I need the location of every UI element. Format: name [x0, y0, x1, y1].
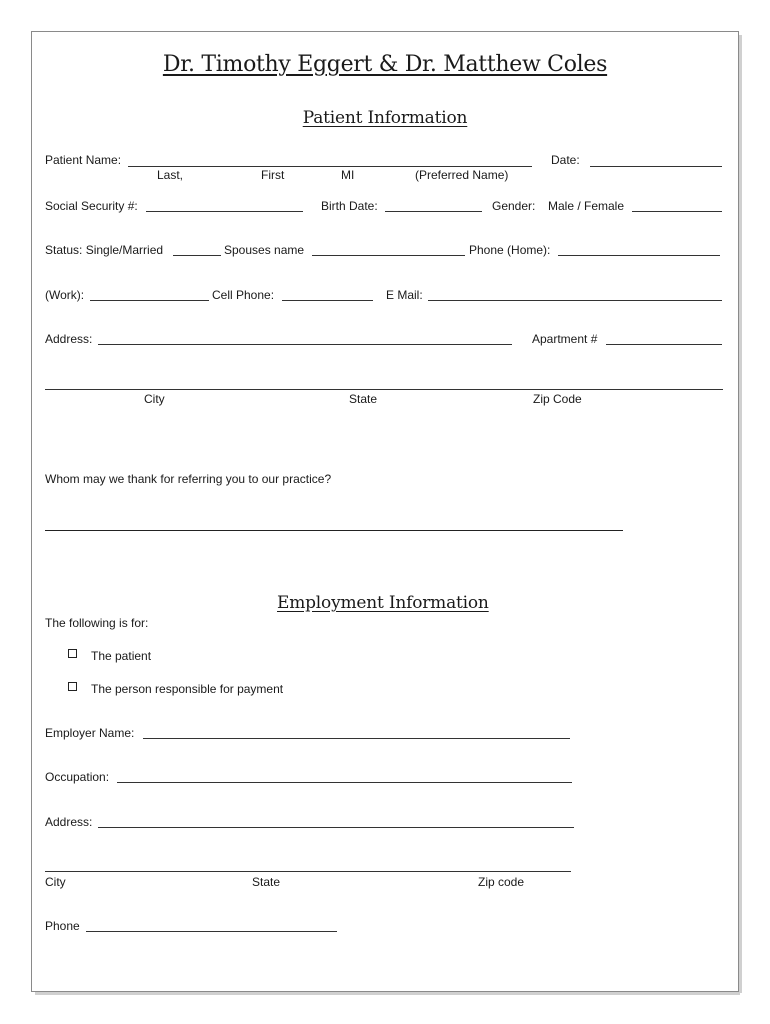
ssn-label: Social Security #:: [45, 199, 138, 213]
employment-section-heading: Employment Information: [277, 593, 489, 613]
birth-date-label: Birth Date:: [321, 199, 378, 213]
employer-name-line[interactable]: [143, 738, 570, 739]
date-label: Date:: [551, 153, 580, 167]
employment-phone-label: Phone: [45, 919, 80, 933]
email-line[interactable]: [428, 300, 722, 301]
sub-label-mi: MI: [341, 168, 355, 182]
work-phone-line[interactable]: [90, 300, 209, 301]
form-page: [31, 31, 739, 992]
cell-phone-line[interactable]: [282, 300, 373, 301]
date-line[interactable]: [590, 166, 722, 167]
employment-state-label: State: [252, 875, 281, 889]
employment-address-line[interactable]: [98, 827, 574, 828]
zip-code-label: Zip Code: [533, 392, 582, 406]
checkbox-patient[interactable]: [68, 649, 77, 658]
referral-line[interactable]: [45, 530, 623, 531]
patient-section-heading: Patient Information: [302, 108, 468, 128]
phone-home-line[interactable]: [558, 255, 720, 256]
page-title: Dr. Timothy Eggert & Dr. Matthew Coles: [162, 52, 608, 77]
status-label: Status: Single/Married: [45, 243, 164, 257]
gender-options: Male / Female: [548, 199, 625, 213]
employer-name-label: Employer Name:: [45, 726, 135, 740]
patient-name-line[interactable]: [128, 166, 532, 167]
employment-address-label: Address:: [45, 815, 93, 829]
sub-label-last: Last,: [157, 168, 184, 182]
occupation-line[interactable]: [117, 782, 572, 783]
sub-label-preferred: (Preferred Name): [415, 168, 509, 182]
sub-label-first: First: [261, 168, 285, 182]
employment-zip-label: Zip code: [478, 875, 525, 889]
gender-line[interactable]: [632, 211, 722, 212]
phone-home-label: Phone (Home):: [469, 243, 551, 257]
status-line[interactable]: [173, 255, 221, 256]
email-label: E Mail:: [386, 288, 423, 302]
birth-date-line[interactable]: [385, 211, 482, 212]
work-phone-label: (Work):: [45, 288, 85, 302]
gender-label: Gender:: [492, 199, 536, 213]
employment-city-label: City: [45, 875, 66, 889]
occupation-label: Occupation:: [45, 770, 110, 784]
cell-phone-label: Cell Phone:: [212, 288, 275, 302]
employment-city-state-zip-line[interactable]: [45, 871, 571, 872]
patient-name-label: Patient Name:: [45, 153, 122, 167]
ssn-line[interactable]: [146, 211, 303, 212]
apartment-line[interactable]: [606, 344, 722, 345]
option-responsible-label: The person responsible for payment: [91, 682, 284, 696]
address-label: Address:: [45, 332, 93, 346]
option-patient-label: The patient: [91, 649, 152, 663]
city-label: City: [144, 392, 165, 406]
spouse-line[interactable]: [312, 255, 465, 256]
address-line[interactable]: [98, 344, 512, 345]
spouse-label: Spouses name: [224, 243, 305, 257]
employment-phone-line[interactable]: [86, 931, 337, 932]
city-state-zip-line[interactable]: [45, 389, 723, 390]
checkbox-responsible[interactable]: [68, 682, 77, 691]
following-label: The following is for:: [45, 616, 149, 630]
state-label: State: [349, 392, 378, 406]
apartment-label: Apartment #: [532, 332, 598, 346]
referral-question: Whom may we thank for referring you to our practice?: [45, 472, 332, 486]
